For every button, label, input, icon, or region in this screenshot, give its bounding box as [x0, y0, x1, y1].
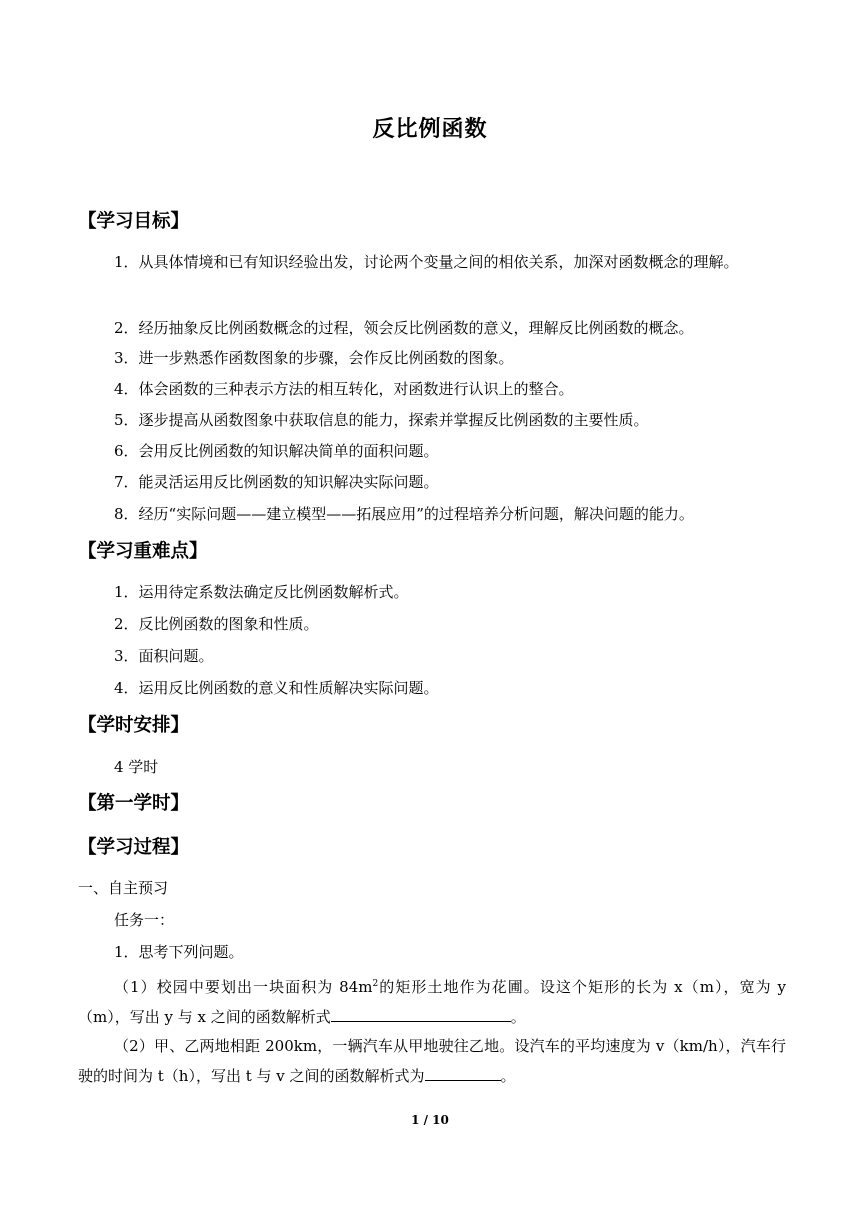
objectives-heading: 【学习目标】 — [78, 211, 190, 232]
objective-item-3: 3．进一步熟悉作函数图象的步骤，会作反比例函数的图象。 — [114, 349, 514, 367]
question-2-text: （2）甲、乙两地相距 200km，一辆汽车从甲地驶往乙地。设汽车的平均速度为 v（km/h），汽车行驶的时间为 t（h），写出 t 与 v 之间的函数解析式为 — [78, 1037, 786, 1085]
question-1-text-a: （1）校园中要划出一块面积为 84m — [114, 978, 373, 996]
question-label: 1．思考下列问题。 — [114, 943, 244, 961]
question-2 — [78, 1031, 786, 1091]
key-points-heading: 【学习重难点】 — [78, 541, 208, 562]
task-label: 任务一： — [114, 911, 175, 929]
first-period-heading: 【第一学时】 — [78, 793, 190, 814]
key-point-item-4: 4．运用反比例函数的意义和性质解决实际问题。 — [114, 679, 439, 697]
schedule-text: 4 学时 — [114, 758, 159, 776]
answer-blank-1[interactable] — [331, 1005, 511, 1022]
objective-item-6: 6．会用反比例函数的知识解决简单的面积问题。 — [114, 442, 439, 460]
document-title: 反比例函数 — [372, 117, 488, 142]
objective-item-1: 1．从具体情境和已有知识经验出发，讨论两个变量之间的相依关系，加深对函数概念的理解。 — [114, 253, 739, 271]
page-number: 1 / 10 — [411, 1113, 449, 1127]
key-point-item-1: 1．运用待定系数法确定反比例函数解析式。 — [114, 583, 409, 601]
part-heading: 一、自主预习 — [78, 879, 169, 897]
key-point-item-3: 3．面积问题。 — [114, 647, 214, 665]
question-1-end: 。 — [510, 1008, 526, 1026]
objective-item-5: 5．逐步提高从函数图象中获取信息的能力，探索并掌握反比例函数的主要性质。 — [114, 411, 649, 429]
process-heading: 【学习过程】 — [78, 837, 190, 858]
schedule-heading: 【学时安排】 — [78, 715, 190, 736]
question-1 — [78, 969, 786, 1032]
question-1-text-b: 的矩形土地作为花圃。设这个矩形的长为 x（m），宽为 y（m），写出 y 与 x 之间的函数解析式 — [78, 978, 787, 1026]
answer-blank-2[interactable] — [425, 1064, 501, 1081]
objective-item-2: 2．经历抽象反比例函数概念的过程，领会反比例函数的意义，理解反比例函数的概念。 — [114, 319, 694, 337]
objective-item-4: 4．体会函数的三种表示方法的相互转化，对函数进行认识上的整合。 — [114, 380, 574, 398]
question-1-superscript: 2 — [372, 979, 379, 989]
objective-item-8: 8．经历“实际问题——建立模型——拓展应用”的过程培养分析问题，解决问题的能力。 — [114, 505, 694, 523]
objective-item-7: 7．能灵活运用反比例函数的知识解决实际问题。 — [114, 473, 439, 491]
key-point-item-2: 2．反比例函数的图象和性质。 — [114, 615, 319, 633]
question-2-end: 。 — [500, 1067, 516, 1085]
